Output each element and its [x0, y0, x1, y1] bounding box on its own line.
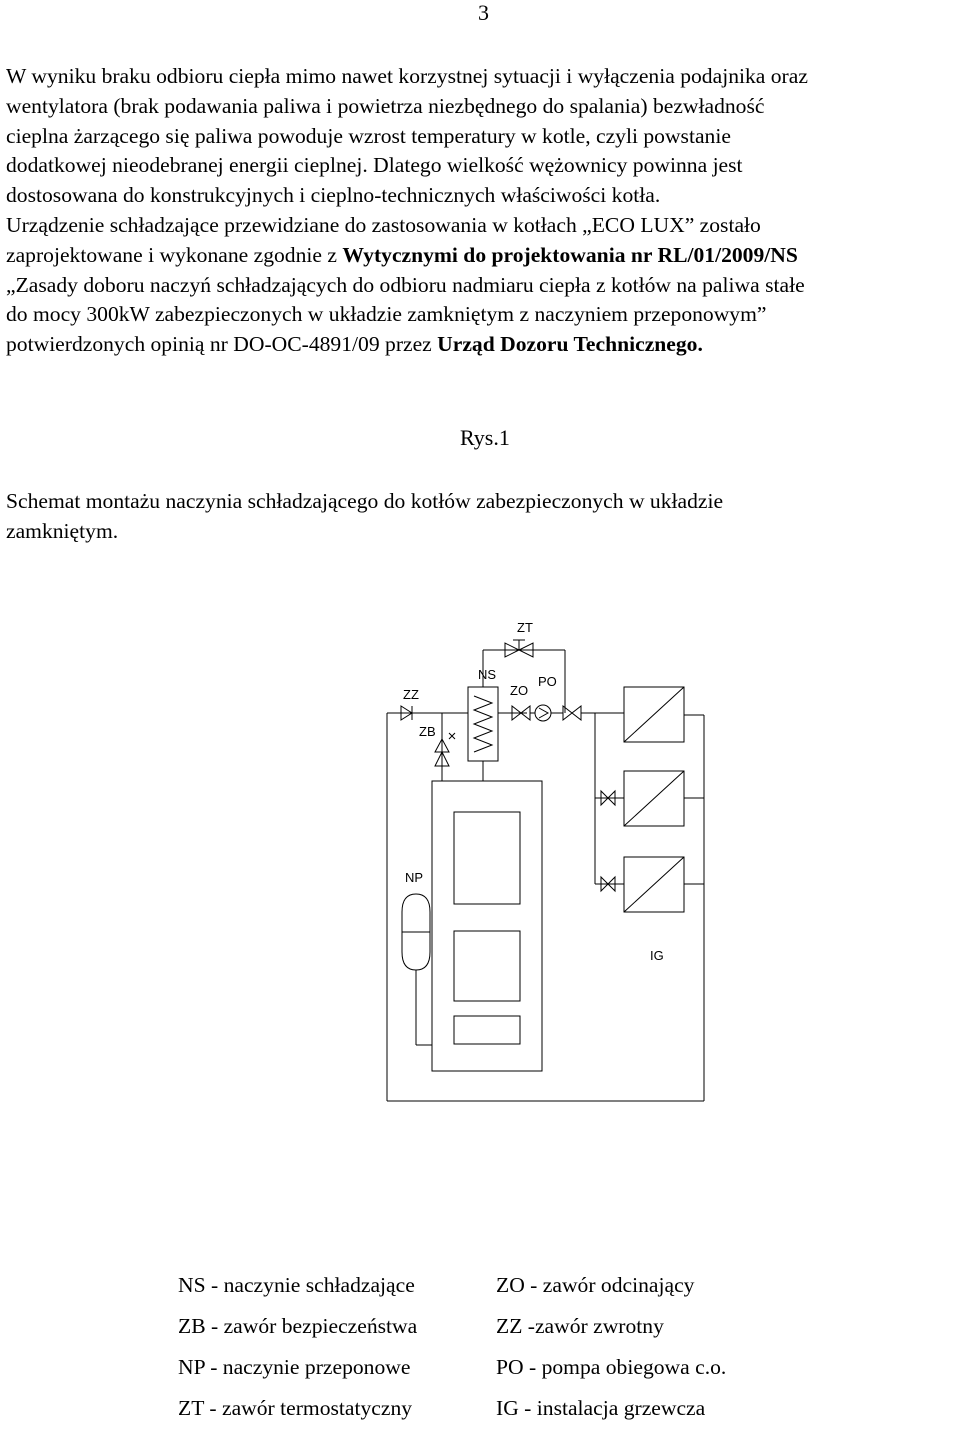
legend-item-ns: NS - naczynie schładzające	[178, 1273, 415, 1297]
legend-item-ig: IG - instalacja grzewcza	[496, 1396, 706, 1420]
paragraph-line: do mocy 300kW zabezpieczonych w układzie zamkniętym z naczyniem przeponowym”	[6, 302, 767, 327]
paragraph-line: wentylatora (brak podawania paliwa i powietrza niezbędnego do spalania) bezwładność	[6, 93, 765, 118]
paragraph-line	[6, 330, 956, 360]
authority-name: Urząd Dozoru Technicznego.	[437, 332, 703, 357]
label-zz: ZZ	[403, 687, 419, 702]
page-number: 3	[478, 0, 489, 25]
legend-item-np: NP - naczynie przeponowe	[178, 1355, 411, 1379]
legend-item-zt: ZT - zawór termostatyczny	[178, 1396, 413, 1420]
label-zb: ZB	[419, 724, 436, 739]
paragraph-line	[6, 241, 956, 271]
paragraph-line: dostosowana do konstrukcyjnych i cieplno-technicznych właściwości kotła.	[6, 183, 661, 208]
body-paragraph	[6, 62, 956, 360]
legend-item-po: PO - pompa obiegowa c.o.	[496, 1355, 727, 1379]
paragraph-text: zaprojektowane i wykonane zgodnie z	[6, 242, 343, 267]
caption-line: Schemat montażu naczynia schładzającego do kotłów zabezpieczonych w układzie	[6, 489, 724, 513]
guidelines-reference: Wytycznymi do projektowania nr RL/01/2009/NS	[342, 242, 798, 267]
label-po: PO	[538, 674, 557, 689]
caption-line: zamkniętym.	[6, 518, 119, 543]
label-ig: IG	[650, 948, 664, 963]
label-np: NP	[405, 870, 424, 885]
paragraph-line: Urządzenie schładzające przewidziane do zastosowania w kotłach „ECO LUX” zostało	[6, 212, 761, 237]
legend-row	[178, 1396, 818, 1437]
paragraph-line: cieplna żarzącego się paliwa powoduje wzrost temperatury w kotle, czyli powstanie	[6, 123, 731, 148]
cooling-coil	[474, 696, 492, 752]
paragraph-line: „Zasady doboru naczyń schładzających do odbioru nadmiaru ciepła z kotłów na paliwa stałe	[6, 272, 805, 297]
legend	[178, 1273, 818, 1437]
boiler-door-top	[454, 812, 520, 904]
boiler-door-bottom	[454, 1016, 520, 1044]
label-ns: NS	[478, 667, 497, 682]
figure-caption	[6, 487, 956, 547]
figure-label: Rys.1	[460, 425, 510, 450]
legend-item-zo: ZO - zawór odcinający	[496, 1273, 695, 1297]
label-zo: ZO	[510, 683, 529, 698]
paragraph-text: potwierdzonych opinią nr DO-OC-4891/09 przez	[6, 332, 438, 357]
label-zt: ZT	[517, 620, 533, 635]
boiler	[432, 781, 542, 1071]
cooling-vessel	[468, 687, 498, 761]
legend-item-zz: ZZ -zawór zwrotny	[496, 1314, 664, 1338]
legend-row	[178, 1314, 818, 1355]
paragraph-line: dodatkowej nieodebranej energii cieplnej. Dlatego wielkość wężownicy powinna jest	[6, 153, 743, 178]
installation-diagram	[0, 600, 960, 1120]
legend-item-zb: ZB - zawór bezpieczeństwa	[178, 1314, 418, 1338]
legend-row	[178, 1355, 818, 1396]
legend-row	[178, 1273, 818, 1314]
boiler-door-middle	[454, 931, 520, 1001]
paragraph-line: W wyniku braku odbioru ciepła mimo nawet korzystnej sytuacji i wyłączenia podajnika oraz	[6, 64, 808, 88]
shutoff-valve-2	[563, 706, 581, 720]
